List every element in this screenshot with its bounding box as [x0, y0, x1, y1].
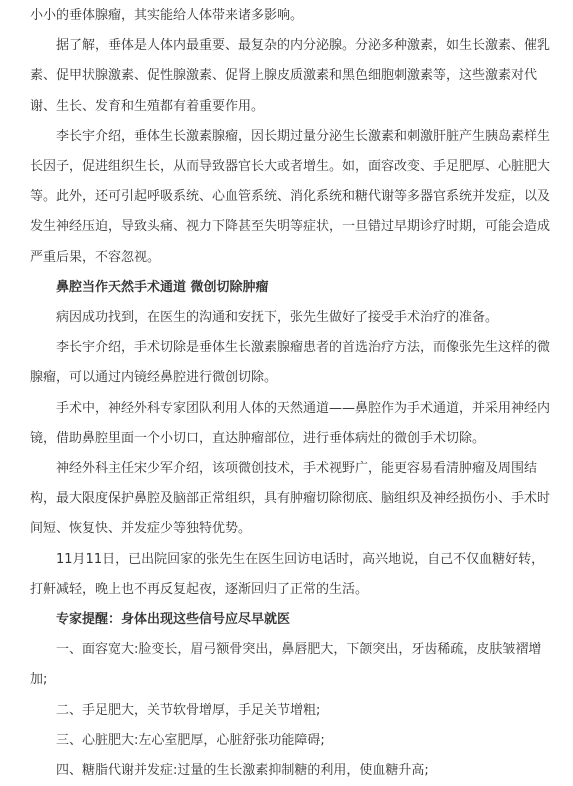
diagnosis-paragraph: 病因成功找到，在医生的沟通和安抚下，张先生做好了接受手术治疗的准备。 — [56, 310, 499, 326]
article-body — [30, 0, 555, 786]
symptom-item-4: 四、糖脂代谢并发症:过量的生长激素抑制糖的利用，使血糖升高; — [56, 763, 429, 779]
pituitary-overview-paragraph: 据了解，垂体是人体内最重要、最复杂的内分泌腺。分泌多种激素，如生长激素、催乳素、促甲状腺激素、促性腺激素、促肾上腺皮质激素和黑色细胞刺激素等，这些激素对代谢、生长、发育和生殖都有着重要作用。 — [30, 38, 551, 114]
followup-paragraph: 11月11日，已出院回家的张先生在医生回访电话时，高兴地说，自己不仅血糖好转，打鼾减轻，晚上也不再反复起夜，逐渐回归了正常的生活。 — [30, 551, 545, 597]
section-heading-surgery: 鼻腔当作天然手术通道 微创切除肿瘤 — [56, 279, 269, 295]
section-heading-expert-reminder: 专家提醒：身体出现这些信号应尽早就医 — [56, 612, 291, 628]
surgery-procedure-paragraph: 手术中，神经外科专家团队利用人体的天然通道——鼻腔作为手术通道，并采用神经内镜，借助鼻腔里面一个小切口，直达肿瘤部位，进行垂体病灶的微创手术切除。 — [30, 400, 551, 446]
intro-paragraph: 小小的垂体腺瘤，其实能给人体带来诸多影响。 — [30, 8, 304, 23]
symptom-item-1: 一、面容宽大:脸变长，眉弓额骨突出，鼻唇肥大，下颌突出，牙齿稀疏，皮肤皱褶增加; — [30, 642, 542, 688]
growth-hormone-effects-paragraph: 李长宇介绍，垂体生长激素腺瘤，因长期过量分泌生长激素和刺激肝脏产生胰岛素样生长因子，促进组织生长，从而导致器官长大或者增生。如，面容改变、手足肥厚、心脏肥大等。此外，还可引起呼吸系统、心血管系统、消化系统和糖代谢等多器官系统并发症，以及发生神经压迫，导致头痛、视力下降甚至失明等症状，一旦错过早期诊疗时期，可能会造成严重后果，不容忽视。 — [30, 128, 551, 265]
treatment-method-paragraph: 李长宇介绍，手术切除是垂体生长激素腺瘤患者的首选治疗方法，而像张先生这样的微腺瘤，可以通过内镜经鼻腔进行微创切除。 — [30, 340, 551, 386]
symptom-item-2: 二、手足肥大，关节软骨增厚，手足关节增粗; — [56, 702, 321, 718]
technique-advantages-paragraph: 神经外科主任宋少军介绍，该项微创技术，手术视野广，能更容易看清肿瘤及周围结构，最大限度保护鼻腔及脑部正常组织，具有肿瘤切除彻底、脑组织及神经损伤小、手术时间短、恢复快、并发症少等独特优势。 — [30, 461, 551, 537]
symptom-item-3: 三、心脏肥大:左心室肥厚，心脏舒张功能障碍; — [56, 732, 325, 748]
